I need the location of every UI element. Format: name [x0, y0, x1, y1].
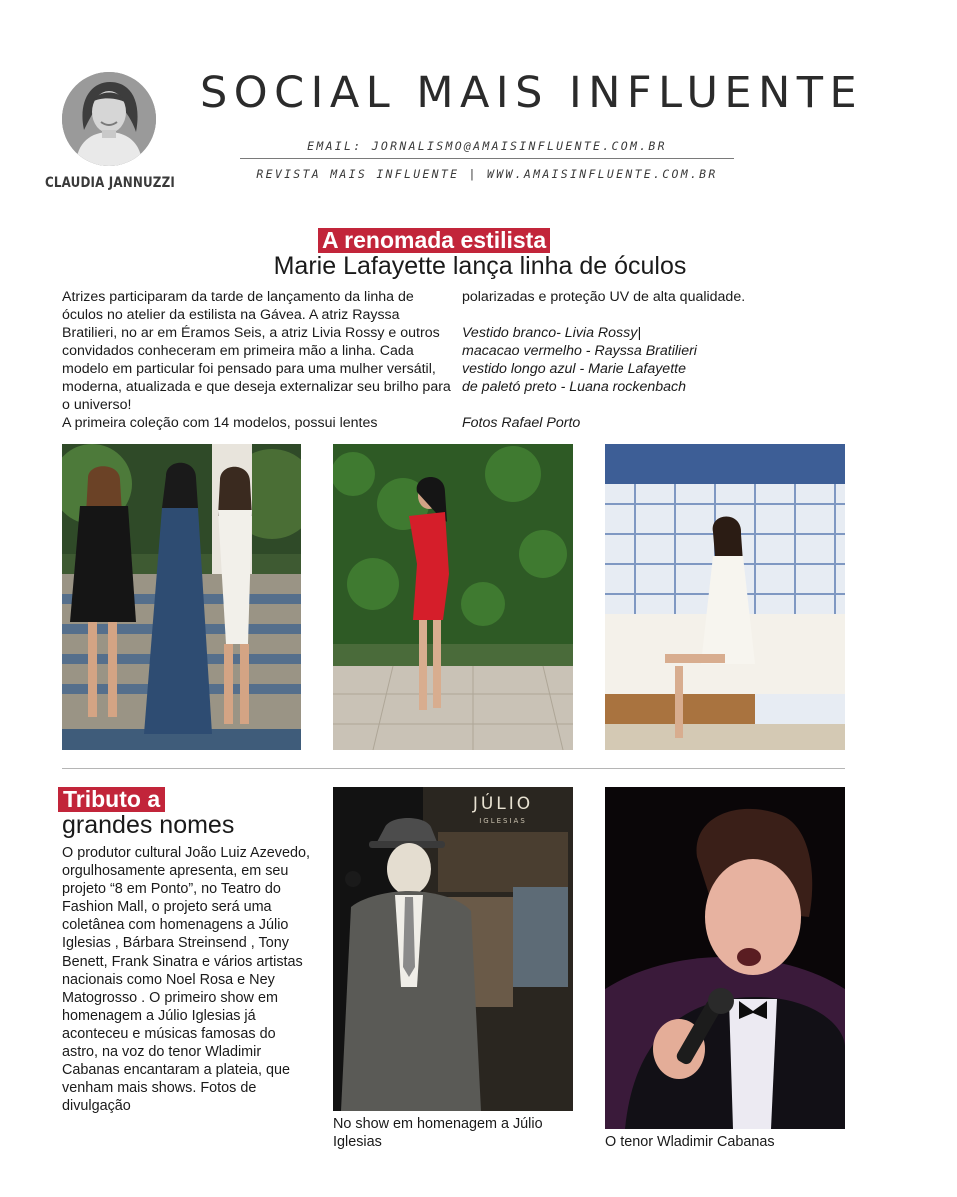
contact-email: EMAIL: JORNALISMO@AMAISINFLUENTE.COM.BR — [307, 139, 667, 153]
article2-headline: grandes nomes — [62, 811, 235, 839]
author-avatar — [62, 72, 156, 166]
photo-julio-tribute-singer — [333, 787, 573, 1111]
magazine-website: REVISTA MAIS INFLUENTE | WWW.AMAISINFLUENTE.COM.BR — [256, 167, 718, 181]
article2-body: O produtor cultural João Luiz Azevedo, orgulhosamente apresenta, em seu projeto “8 em Ponto”, no Teatro do Fashion Mall, o projeto será uma coletânea com homenagens a Júlio Iglesias , Bárbara Streinsend , Tony Benett, Frank Sinatra e vários artistas nacionais como Noel Rosa e Ney Matogrosso . O primeiro show em homenagem a Júlio Iglesias já aconteceu e músicas famosas do astro, na voz do tenor Wladimir Cabanas encantaram a plateia, que venham mais shows. Fotos de divulgação — [62, 845, 310, 1115]
article1-body: Atrizes participaram da tarde de lançamento da linha de óculos no atelier da estilista na Gávea. A atriz Rayssa Bratilieri, no ar em Éramos Seis, a atriz Livia Rossy e outros convidados conheceram em primeira mão a linha. Cada modelo em particular foi pensado para uma mulher versátil, moderna, atualizada e que deseja externalizar seu brilho para o universo! — [62, 289, 451, 413]
article1-kicker: A renomada estilista — [318, 228, 550, 253]
credit-line: vestido longo azul - Marie Lafayette — [462, 361, 686, 377]
article1-body-column-1 — [62, 288, 454, 432]
masthead-title: SOCIAL MAIS INFLUENTE — [200, 68, 864, 118]
credit-line: de paletó preto - Luana rockenbach — [462, 379, 687, 395]
photo-tenor-wladimir — [605, 787, 845, 1129]
article2-body-column — [62, 844, 312, 1115]
header-divider — [240, 158, 734, 159]
article2-kicker: Tributo a — [58, 787, 165, 812]
photo-three-actresses — [62, 444, 301, 750]
author-portrait-image — [62, 72, 156, 166]
credit-line: macacao vermelho - Rayssa Bratilieri — [462, 343, 697, 359]
photo-white-dress-tiles — [605, 444, 845, 750]
author-name: CLAUDIA JANNUZZI — [45, 175, 175, 191]
article1-body-2: A primeira coleção com 14 modelos, possui lentes — [62, 415, 378, 431]
credit-line: Vestido branco- Livia Rossy| — [462, 325, 642, 341]
article1-body-column-2 — [462, 288, 792, 432]
caption-tenor: O tenor Wladimir Cabanas — [605, 1134, 775, 1150]
caption-julio-show: No show em homenagem a Júlio Iglesias — [333, 1116, 543, 1150]
photo-red-dress — [333, 444, 573, 750]
photo-credit: Fotos Rafael Porto — [462, 415, 581, 431]
poster-title: JÚLIO — [472, 794, 534, 814]
section-divider — [62, 768, 845, 769]
article1-headline: Marie Lafayette lança linha de óculos — [273, 252, 687, 280]
poster-subtitle: IGLESIAS — [479, 817, 527, 825]
article1-body-continued: polarizadas e proteção UV de alta qualidade. — [462, 289, 746, 305]
